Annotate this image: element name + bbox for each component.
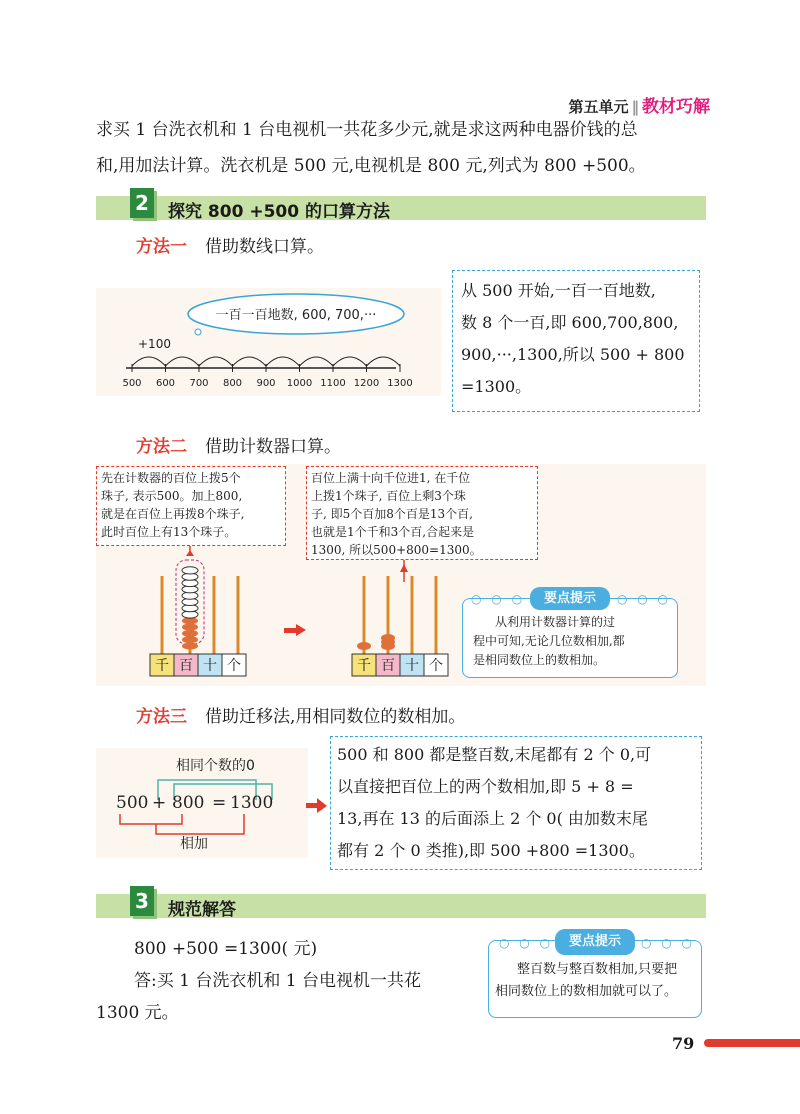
method-marker: 方法二 — [136, 437, 187, 457]
method-text: 借助数线口算。 — [205, 237, 324, 257]
place-value-label: 百 — [381, 658, 395, 674]
note-line: 900,···,1300,所以 500 + 800 — [461, 345, 685, 364]
hop-arc — [199, 357, 233, 366]
pointer-arrowhead — [400, 564, 408, 572]
abacus-bead — [182, 624, 198, 631]
answer-equation: 800 +500 =1300( 元) — [134, 939, 318, 959]
note-line: 子, 即5个百加8个百是13个百, — [311, 507, 473, 521]
page-number-bar — [704, 1039, 800, 1047]
transform-arrowhead — [296, 624, 306, 636]
abacus-bead — [381, 642, 395, 650]
eq-c: 1300 — [230, 793, 274, 813]
tip-box-2 — [488, 934, 702, 1018]
place-value-label: 十 — [203, 658, 217, 674]
note-line: 珠子, 表示500。加上800, — [101, 489, 243, 503]
method-2-heading — [136, 432, 341, 457]
note-line: 从 500 开始,一百一百地数, — [461, 281, 656, 300]
number-line-label: 1100 — [320, 378, 346, 389]
intro-line: 求买 1 台洗衣机和 1 台电视机一共花多少元,就是求这两种电器价钱的总 — [96, 120, 638, 140]
tip-line: 程中可知,无论几位数相加,都 — [473, 634, 625, 648]
place-value-label: 个 — [429, 658, 443, 674]
brand-label: 教材巧解 — [642, 97, 710, 117]
hop-arc — [333, 357, 367, 366]
tip-dots: ○ ○ ○ — [499, 936, 554, 950]
method-text: 借助计数器口算。 — [205, 437, 341, 457]
tip-line: 从利用计数器计算的过 — [495, 615, 616, 629]
method-3-note — [330, 736, 702, 870]
section-2-bar — [96, 191, 706, 222]
transfer-arrow — [306, 798, 328, 814]
note-line: 此时百位上有13个珠子。 — [101, 525, 237, 539]
method-marker: 方法三 — [136, 707, 187, 727]
abacus-bead — [357, 642, 371, 650]
tip-box-1 — [462, 591, 678, 678]
tip-title: 要点提示 — [530, 587, 610, 610]
transfer-panel — [96, 748, 308, 858]
number-line-label: 500 — [122, 378, 142, 389]
pointer-arrowhead — [186, 550, 194, 556]
hop-arc — [367, 357, 401, 366]
place-value-label: 个 — [227, 658, 241, 674]
place-value-label: 千 — [357, 658, 371, 674]
answer-line: 1300 元。 — [96, 1003, 179, 1023]
section-number: 3 — [130, 886, 154, 916]
note-line: 都有 2 个 0 类推),即 500 +800 =1300。 — [337, 841, 645, 860]
number-line-panel — [96, 288, 441, 396]
abacus-bead — [182, 630, 198, 637]
note-line: 1300, 所以500+800=1300。 — [311, 543, 482, 557]
bottom-label: 相加 — [180, 836, 208, 852]
method-1-heading — [136, 232, 324, 257]
running-header: 第五单元 ‖ 教材巧解 — [568, 97, 710, 117]
tip-dots: ○ ○ ○ — [471, 592, 526, 606]
hop-arc — [233, 357, 267, 366]
hop-arc — [266, 357, 300, 366]
step-label: +100 — [138, 337, 171, 351]
number-line-label: 1200 — [353, 378, 380, 389]
note-line: 13,再在 13 的后面添上 2 个 0( 由加数末尾 — [337, 809, 648, 828]
place-value-label: 千 — [155, 658, 169, 674]
tip-line: 相同数位上的数相加就可以了。 — [495, 984, 678, 999]
unit-label: 第五单元 — [568, 98, 629, 116]
number-line-label: 800 — [222, 378, 243, 389]
note-line: 以直接把百位上的两个数相加,即 5 + 8 = — [337, 777, 634, 796]
intro-line: 和,用加法计算。洗衣机是 500 元,电视机是 800 元,列式为 800 +500。 — [96, 156, 646, 176]
number-line-figure — [96, 288, 441, 396]
intro-paragraph — [96, 112, 706, 184]
section-title: 探究 800 +500 的口算方法 — [168, 202, 390, 222]
hop-arc — [132, 357, 166, 366]
hop-arc — [300, 357, 334, 366]
note-line: 百位上满十向千位进1, 在千位 — [311, 471, 471, 485]
abacus-bead — [182, 642, 198, 649]
sum-bracket — [120, 814, 182, 824]
tip-title: 要点提示 — [555, 929, 635, 955]
section-number: 2 — [130, 188, 154, 218]
place-value-label: 百 — [179, 658, 193, 674]
number-line-label: 700 — [189, 378, 209, 389]
eq-equals: = — [212, 793, 227, 813]
tip-line: 整百数与整百数相加,只要把 — [517, 962, 678, 977]
note-line: 数 8 个一百,即 600,700,800, — [461, 313, 679, 332]
note-line: 也就是1个千和3个百,合起来是 — [311, 525, 475, 539]
abacus-bead — [182, 567, 198, 574]
note-line: 就是在百位上再拨8个珠子, — [101, 507, 245, 521]
note-line: 500 和 800 都是整百数,末尾都有 2 个 0,可 — [337, 745, 652, 764]
section-title: 规范解答 — [168, 900, 236, 920]
method-text: 借助迁移法,用相同数位的数相加。 — [205, 707, 466, 727]
method-1-note — [452, 270, 700, 412]
page-number: 79 — [672, 1034, 695, 1053]
bubble-text: 一百一百地数, 600, 700,··· — [215, 308, 377, 323]
section-3-bar — [96, 889, 706, 920]
place-value-label: 十 — [405, 658, 419, 674]
tip-dots: ○ ○ ○ — [640, 936, 695, 950]
tip-line: 是相同数位上的数相加。 — [473, 653, 606, 667]
eq-plus: + — [152, 793, 167, 813]
number-line-label: 600 — [155, 378, 176, 389]
number-line-label: 1000 — [286, 378, 313, 389]
eq-b: 800 — [172, 793, 205, 813]
number-line-label: 900 — [256, 378, 276, 389]
tip-dots: ○ ○ ○ — [616, 592, 671, 606]
note-line: 先在计数器的百位上拨5个 — [101, 471, 241, 485]
transform-arrow — [284, 628, 298, 633]
note-line: 上拨1个珠子, 百位上剩3个珠 — [311, 489, 466, 503]
transfer-figure — [96, 748, 308, 858]
answer-line: 答:买 1 台洗衣机和 1 台电视机一共花 — [134, 971, 421, 991]
number-line-label: 1300 — [387, 378, 413, 389]
note-line: =1300。 — [461, 377, 532, 396]
bubble-dot — [195, 329, 201, 335]
hop-arc — [166, 357, 200, 366]
method-3-heading — [136, 702, 465, 727]
top-label: 相同个数的0 — [176, 758, 255, 774]
method-marker: 方法一 — [136, 237, 187, 257]
abacus-bead — [182, 636, 198, 643]
eq-a: 500 — [116, 793, 149, 813]
